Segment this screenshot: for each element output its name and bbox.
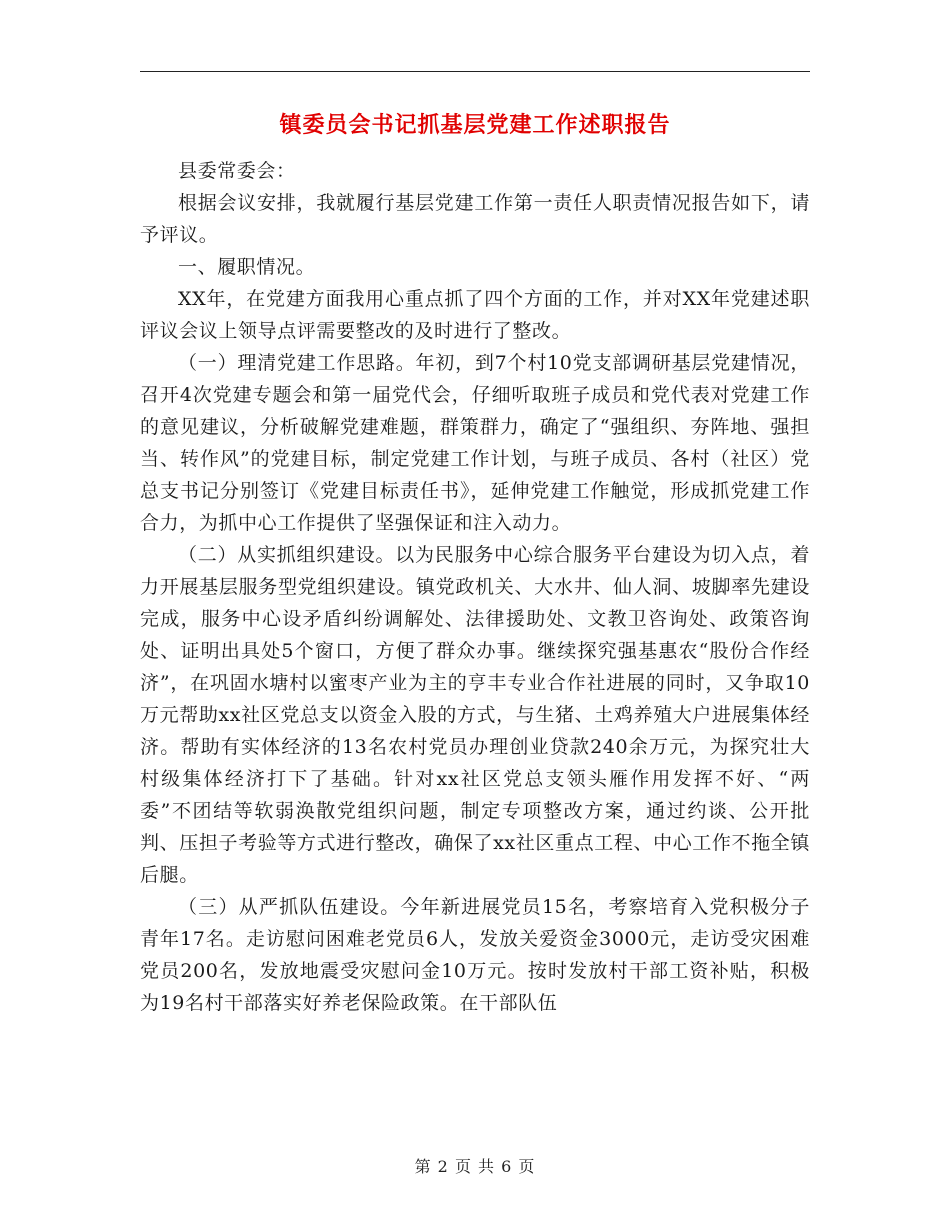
salutation: 县委常委会：: [178, 160, 296, 182]
header-rule: [140, 71, 810, 72]
document-title: 镇委员会书记抓基层党建工作述职报告: [279, 112, 671, 138]
paragraph-intro: 根据会议安排，我就履行基层党建工作第一责任人职责情况报告如下，请予评议。: [140, 192, 810, 246]
page-number-footer: 第 2 页 共 6 页: [414, 1157, 536, 1176]
section-heading: 一、履职情况。: [178, 256, 316, 278]
paragraph-item-1: （一）理清党建工作思路。年初，到7个村10党支部调研基层党建情况，召开4次党建专题会和第一届党代会，仔细听取班子成员和党代表对党建工作的意见建议，分析破解党建难题，群策群力，确定了“强组织、夯阵地、强担当、转作风”的党建目标，制定党建工作计划，与班子成员、各村（社区）党总支书记分别签订《党建目标责任书》，延伸党建工作触觉，形成抓党建工作合力，为抓中心工作提供了坚强保证和注入动力。: [140, 352, 810, 534]
paragraph-item-3: （三）从严抓队伍建设。今年新进展党员15名，考察培育入党积极分子青年17名。走访慰问困难老党员6人，发放关爱资金3000元，走访受灾困难党员200名，发放地震受灾慰问金10万元。按时发放村干部工资补贴，积极为19名村干部落实好养老保险政策。在干部队伍: [140, 896, 810, 1014]
paragraph-item-2: （二）从实抓组织建设。以为民服务中心综合服务平台建设为切入点，着力开展基层服务型党组织建设。镇党政机关、大水井、仙人洞、坡脚率先建设完成，服务中心设矛盾纠纷调解处、法律援助处、文教卫咨询处、政策咨询处、证明出具处5个窗口，方便了群众办事。继续探究强基惠农“股份合作经济”，在巩固水塘村以蜜枣产业为主的亨丰专业合作社进展的同时，又争取10万元帮助xx社区党总支以资金入股的方式，与生猪、土鸡养殖大户进展集体经济。帮助有实体经济的13名农村党员办理创业贷款240余万元，为探究壮大村级集体经济打下了基础。针对xx社区党总支领头雁作用发挥不好、“两委”不团结等软弱涣散党组织问题，制定专项整改方案，通过约谈、公开批判、压担子考验等方式进行整改，确保了xx社区重点工程、中心工作不拖全镇后腿。: [140, 544, 810, 886]
document-body: [140, 155, 810, 1019]
paragraph-summary: XX年，在党建方面我用心重点抓了四个方面的工作，并对XX年党建述职评议会议上领导点评需要整改的及时进行了整改。: [140, 288, 810, 342]
